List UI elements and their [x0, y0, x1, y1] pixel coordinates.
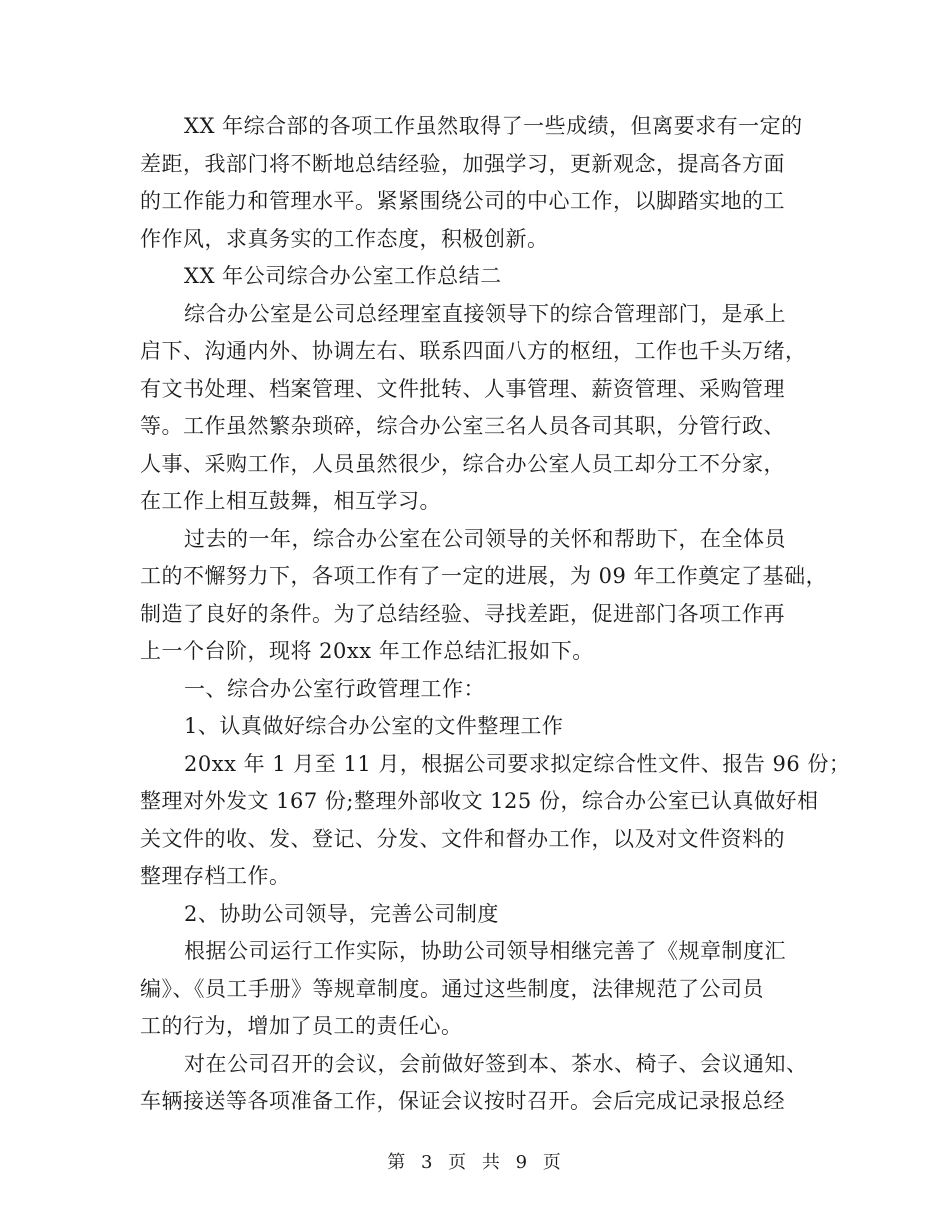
text-line: 综合办公室是公司总经理室直接领导下的综合管理部门，是承上 [184, 301, 786, 326]
paragraph [140, 521, 828, 671]
page-footer: 第 3 页 共 9 页 [387, 1152, 563, 1173]
text-line: 工的行为，增加了员工的责任心。 [140, 1014, 463, 1038]
paragraph [140, 108, 820, 258]
text-line: 差距，我部门将不断地总结经验，加强学习，更新观念，提高各方面 [140, 151, 785, 176]
text-line: 20xx 年 1 月至 11 月，根据公司要求拟定综合性文件、报告 96 份； [184, 751, 851, 776]
paragraph [140, 258, 820, 296]
text-line: 启下、沟通内外、协调左右、联系四面八方的枢纽，工作也千头万绪， [140, 339, 807, 363]
paragraph [140, 1046, 820, 1121]
text-line: 在工作上相互鼓舞，相互学习。 [140, 489, 441, 513]
text-line: 上一个台阶，现将 20xx 年工作总结汇报如下。 [140, 639, 594, 663]
text-line: 车辆接送等各项准备工作，保证会议按时召开。会后完成记录报总经 [140, 1089, 785, 1113]
text-line: 一、综合办公室行政管理工作： [184, 676, 485, 701]
text-line: 根据公司运行工作实际，协助公司领导相继完善了《规章制度汇 [184, 939, 786, 963]
document-body [140, 108, 851, 1121]
text-line: 对在公司召开的会议，会前做好签到本、茶水、椅子、会议通知、 [184, 1051, 808, 1076]
text-line: 工的不懈努力下，各项工作有了一定的进展，为 09 年工作奠定了基础， [140, 564, 828, 588]
paragraph [140, 933, 820, 1046]
text-line: XX 年综合部的各项工作虽然取得了一些成绩，但离要求有一定的 [184, 114, 803, 138]
text-line: 1、认真做好综合办公室的文件整理工作 [184, 714, 564, 738]
text-line: 作作风，求真务实的工作态度，积极创新。 [140, 226, 549, 251]
paragraph [140, 746, 851, 896]
paragraph [140, 708, 820, 746]
text-line: 编》、《员工手册》等规章制度。通过这些制度，法律规范了公司员 [140, 976, 764, 1001]
text-line: 整理存档工作。 [140, 864, 291, 888]
text-line: 整理对外发文 167 份;整理外部收文 125 份，综合办公室已认真做好相 [140, 789, 819, 813]
text-line: 2、协助公司领导，完善公司制度 [184, 901, 499, 926]
text-line: 关文件的收、发、登记、分发、文件和督办工作，以及对文件资料的 [140, 826, 785, 851]
text-line: XX 年公司综合办公室工作总结二 [184, 264, 502, 288]
paragraph [140, 296, 820, 521]
text-line: 过去的一年，综合办公室在公司领导的关怀和帮助下，在全体员 [184, 526, 786, 551]
text-line: 等。工作虽然繁杂琐碎，综合办公室三名人员各司其职，分管行政、 [140, 414, 785, 438]
paragraph [140, 671, 820, 709]
text-line: 有文书处理、档案管理、文件批转、人事管理、薪资管理、采购管理 [140, 376, 785, 401]
paragraph [140, 896, 820, 934]
text-line: 人事、采购工作，人员虽然很少，综合办公室人员工却分工不分家， [140, 451, 785, 476]
text-line: 制造了良好的条件。为了总结经验、寻找差距，促进部门各项工作再 [140, 601, 785, 626]
text-line: 的工作能力和管理水平。紧紧围绕公司的中心工作，以脚踏实地的工 [140, 189, 785, 213]
